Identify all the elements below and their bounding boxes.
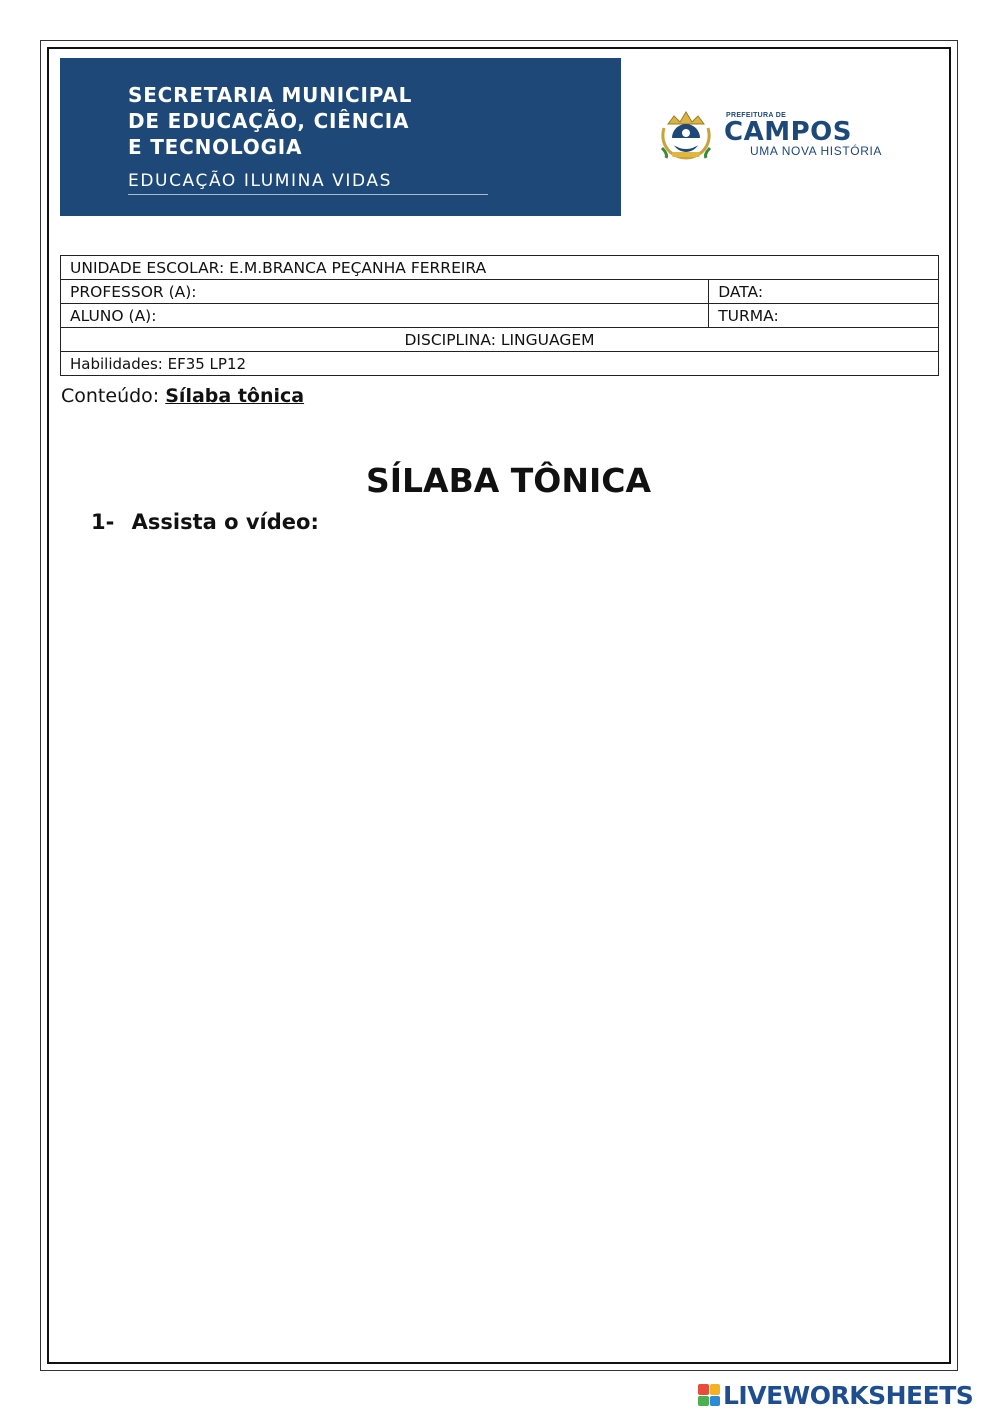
conteudo-label: Conteúdo: — [61, 385, 160, 407]
question-1 — [91, 510, 319, 534]
liveworksheets-logo-icon — [698, 1384, 720, 1406]
question-number: 1- — [91, 510, 115, 534]
liveworksheets-brand — [698, 1381, 973, 1409]
logo-square-green — [698, 1396, 709, 1407]
logo-square-red — [698, 1384, 709, 1395]
logo-prefix: PREFEITURA DE — [726, 112, 787, 119]
campos-emblem-icon — [658, 108, 714, 160]
logo-slogan: UMA NOVA HISTÓRIA — [750, 144, 882, 158]
data-field[interactable]: DATA: — [709, 280, 939, 304]
conteudo-line — [61, 385, 304, 407]
logo-city: CAMPOS — [724, 117, 852, 147]
logo-square-yellow — [710, 1384, 721, 1395]
disciplina-cell: DISCIPLINA: LINGUAGEM — [61, 328, 939, 352]
banner-line-3: E TECNOLOGIA — [128, 135, 303, 159]
conteudo-value: Sílaba tônica — [165, 385, 305, 407]
banner-motto: EDUCAÇÃO ILUMINA VIDAS — [128, 171, 393, 191]
secretaria-banner — [60, 58, 621, 216]
worksheet-title: SÍLABA TÔNICA — [365, 461, 651, 500]
page-inner-border — [47, 47, 951, 1364]
banner-line-1: SECRETARIA MUNICIPAL — [128, 83, 413, 107]
aluno-field[interactable]: ALUNO (A): — [61, 304, 709, 328]
banner-line-2: DE EDUCAÇÃO, CIÊNCIA — [128, 109, 410, 133]
logo-square-blue — [710, 1396, 721, 1407]
habilidades-cell: Habilidades: EF35 LP12 — [61, 352, 939, 376]
unidade-escolar-cell: UNIDADE ESCOLAR: E.M.BRANCA PEÇANHA FERREIRA — [61, 256, 939, 280]
professor-field[interactable]: PROFESSOR (A): — [61, 280, 709, 304]
banner-motto-underline — [128, 194, 488, 195]
prefeitura-campos-logo — [658, 106, 908, 162]
liveworksheets-wordmark: LIVEWORKSHEETS — [723, 1380, 974, 1410]
question-text: Assista o vídeo: — [131, 510, 319, 534]
turma-field[interactable]: TURMA: — [709, 304, 939, 328]
school-info-table — [60, 255, 939, 376]
